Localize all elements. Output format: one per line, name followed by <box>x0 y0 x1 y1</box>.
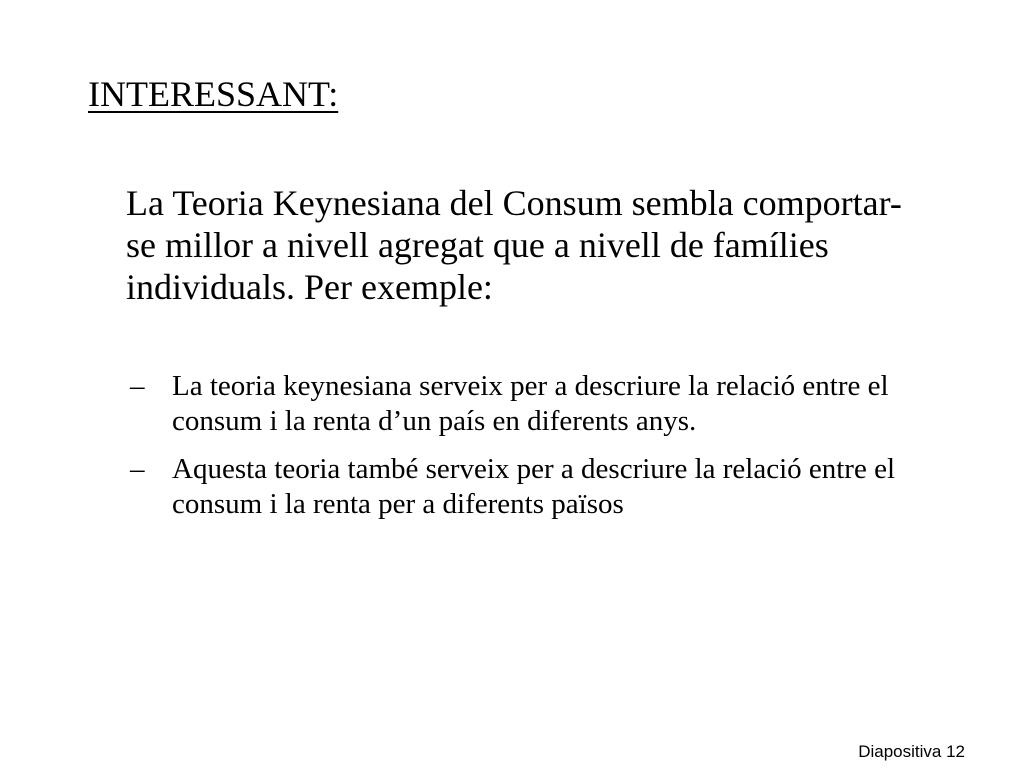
bullet-item <box>130 369 930 439</box>
bullet-text: Aquesta teoria també serveix per a descriure la relació entre el consum i la renta per a diferents països <box>172 453 896 520</box>
intro-paragraph: La Teoria Keynesiana del Consum sembla comportar-se millor a nivell agregat que a nivell de famílies individuals. Per exemple: <box>126 183 902 307</box>
bullet-list <box>130 369 930 535</box>
bullet-text: La teoria keynesiana serveix per a descriure la relació entre el consum i la renta d’un país en diferents anys. <box>172 370 889 437</box>
dash-marker: – <box>130 453 145 485</box>
dash-marker: – <box>130 370 145 402</box>
slide-heading: INTERESSANT: <box>88 74 339 114</box>
slide-number: Diapositiva 12 <box>858 742 965 761</box>
bullet-item <box>130 452 930 522</box>
